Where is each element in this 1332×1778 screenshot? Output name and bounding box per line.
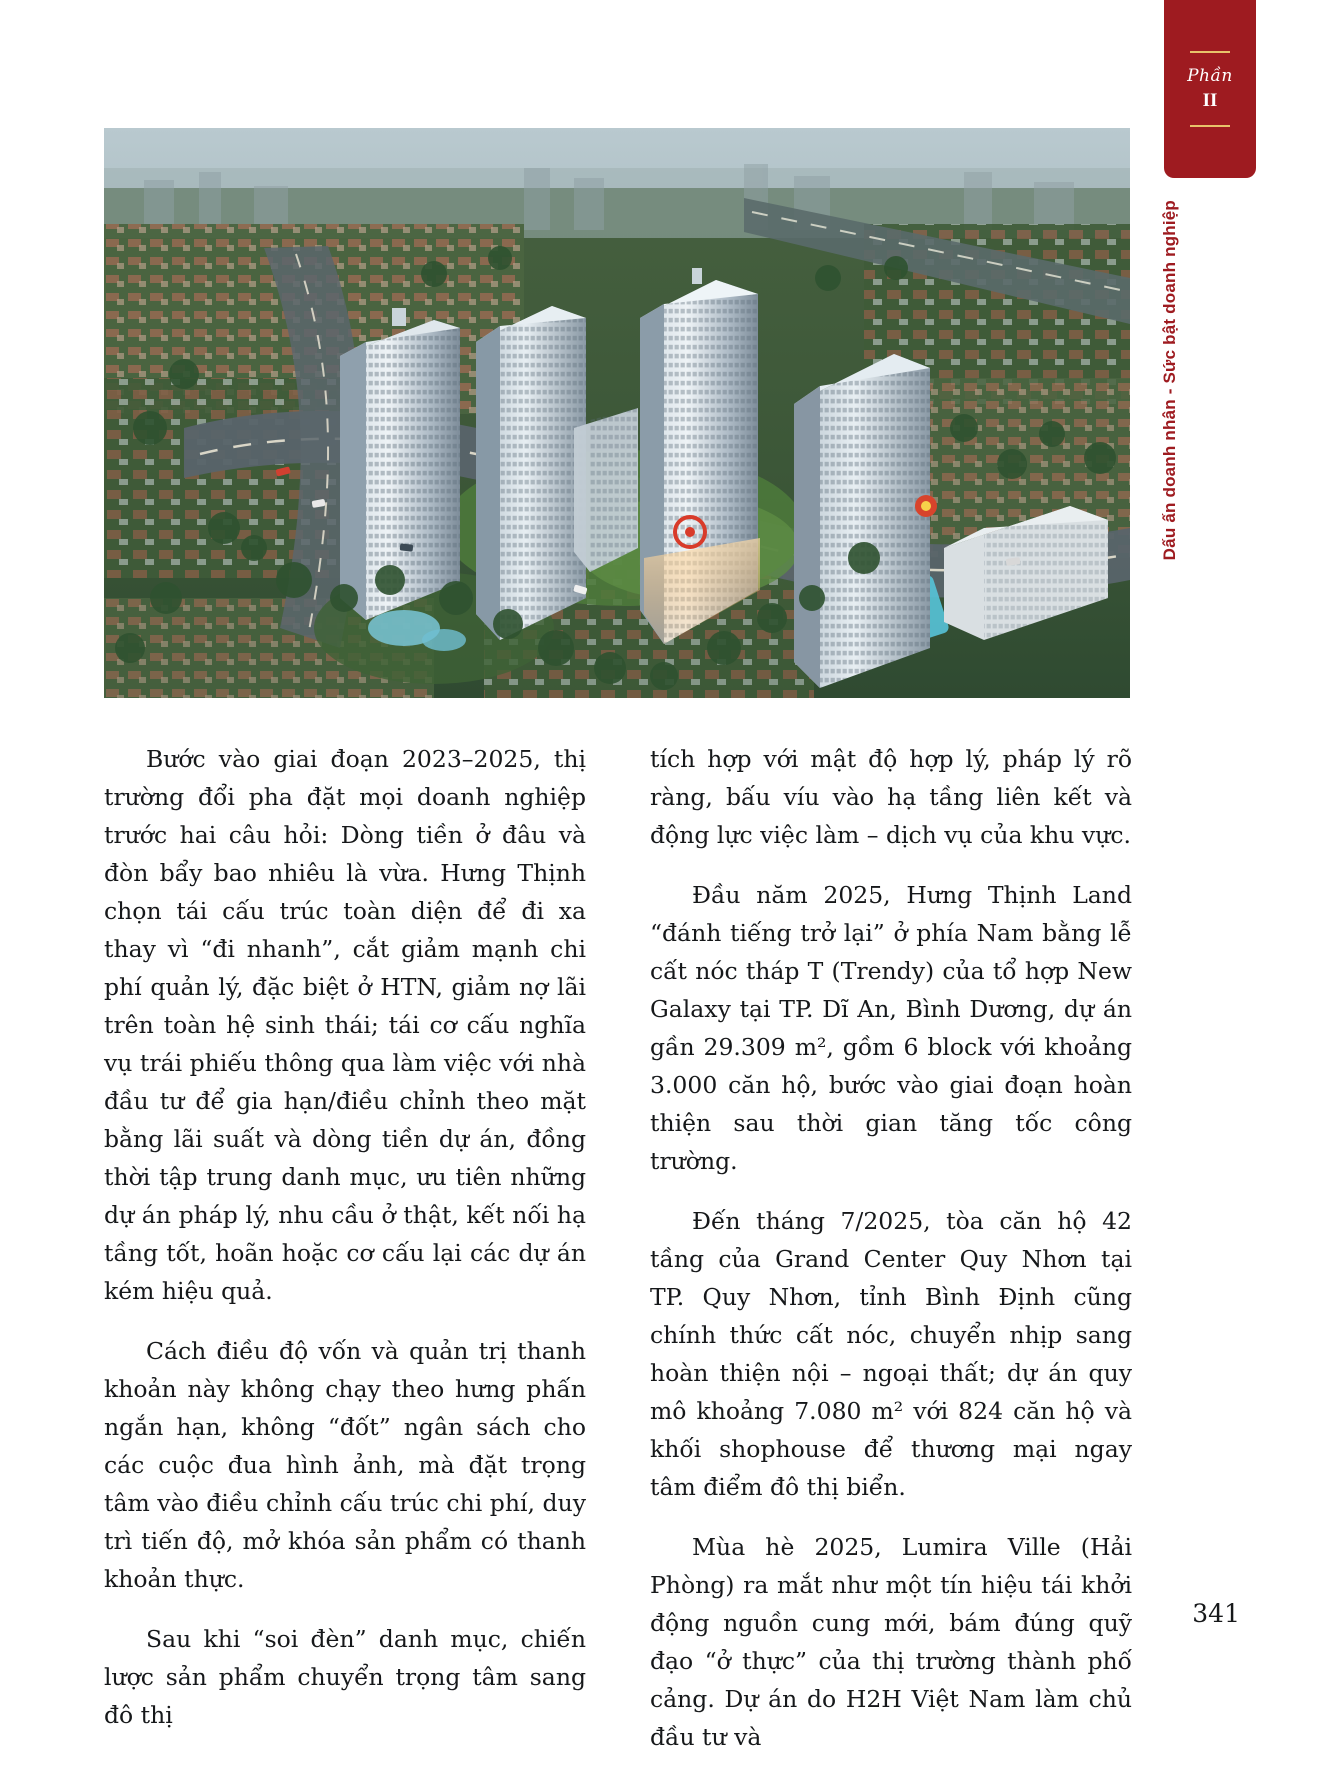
paragraph: Đầu năm 2025, Hưng Thịnh Land “đánh tiếng trở lại” ở phía Nam bằng lễ cất nóc tháp T (Trendy) của tổ hợp New Galaxy tại TP. Dĩ An, Bình Dương, dự án gần 29.309 m², gồm 6 block với khoảng 3.000 căn hộ, bước vào giai đoạn hoàn thiện sau thời gian tăng tốc công trường. [650,881,1132,1175]
left-column [104,740,586,1778]
tab-bottom-rule [1190,125,1230,127]
paragraph: Mùa hè 2025, Lumira Ville (Hải Phòng) ra mắt như một tín hiệu tái khởi động nguồn cung mới, bám đúng quỹ đạo “ở thực” của thị trường thành phố cảng. Dự án do H2H Việt Nam làm chủ đầu tư và [650,1533,1132,1751]
hero-image [104,128,1130,698]
right-column [650,740,1132,1778]
paragraph: Đến tháng 7/2025, tòa căn hộ 42 tầng của Grand Center Quy Nhơn tại TP. Quy Nhơn, tỉnh Bình Định cũng chính thức cất nóc, chuyển nhịp sang hoàn thiện nội – ngoại thất; dự án quy mô khoảng 7.080 m² với 824 căn hộ và khối shophouse để thương mại ngay tâm điểm đô thị biển. [650,1207,1132,1501]
article-body [104,740,1132,1778]
tab-top-rule [1190,51,1230,53]
page-number: 341 [1192,1599,1240,1628]
paragraph: Sau khi “soi đèn” danh mục, chiến lược sản phẩm chuyển trọng tâm sang đô thị [104,1625,586,1729]
part-tab [1164,0,1256,178]
running-header-vertical: Dấu ấn doanh nhân - Sức bật doanh nghiệp [1160,200,1179,561]
aerial-city-rendering [104,128,1130,698]
paragraph: Bước vào giai đoạn 2023–2025, thị trường đổi pha đặt mọi doanh nghiệp trước hai câu hỏi: Dòng tiền ở đâu và đòn bẩy bao nhiêu là vừa. Hưng Thịnh chọn tái cấu trúc toàn diện để đi xa thay vì “đi nhanh”, cắt giảm mạnh chi phí quản lý, đặc biệt ở HTN, giảm nợ lãi trên toàn hệ sinh thái; tái cơ cấu nghĩa vụ trái phiếu thông qua làm việc với nhà đầu tư để gia hạn/điều chỉnh theo mặt bằng lãi suất và dòng tiền dự án, đồng thời tập trung danh mục, ưu tiên những dự án pháp lý, nhu cầu ở thật, kết nối hạ tầng tốt, hoãn hoặc cơ cấu lại các dự án kém hiệu quả. [104,745,586,1305]
paragraph: Cách điều độ vốn và quản trị thanh khoản này không chạy theo hưng phấn ngắn hạn, không “đốt” ngân sách cho các cuộc đua hình ảnh, mà đặt trọng tâm vào điều chỉnh cấu trúc chi phí, duy trì tiến độ, mở khóa sản phẩm có thanh khoản thực. [104,1337,586,1593]
part-label: Phần [1187,66,1233,86]
part-number: II [1202,90,1218,111]
paragraph: tích hợp với mật độ hợp lý, pháp lý rõ ràng, bấu víu vào hạ tầng liên kết và động lực việc làm – dịch vụ của khu vực. [650,745,1132,849]
